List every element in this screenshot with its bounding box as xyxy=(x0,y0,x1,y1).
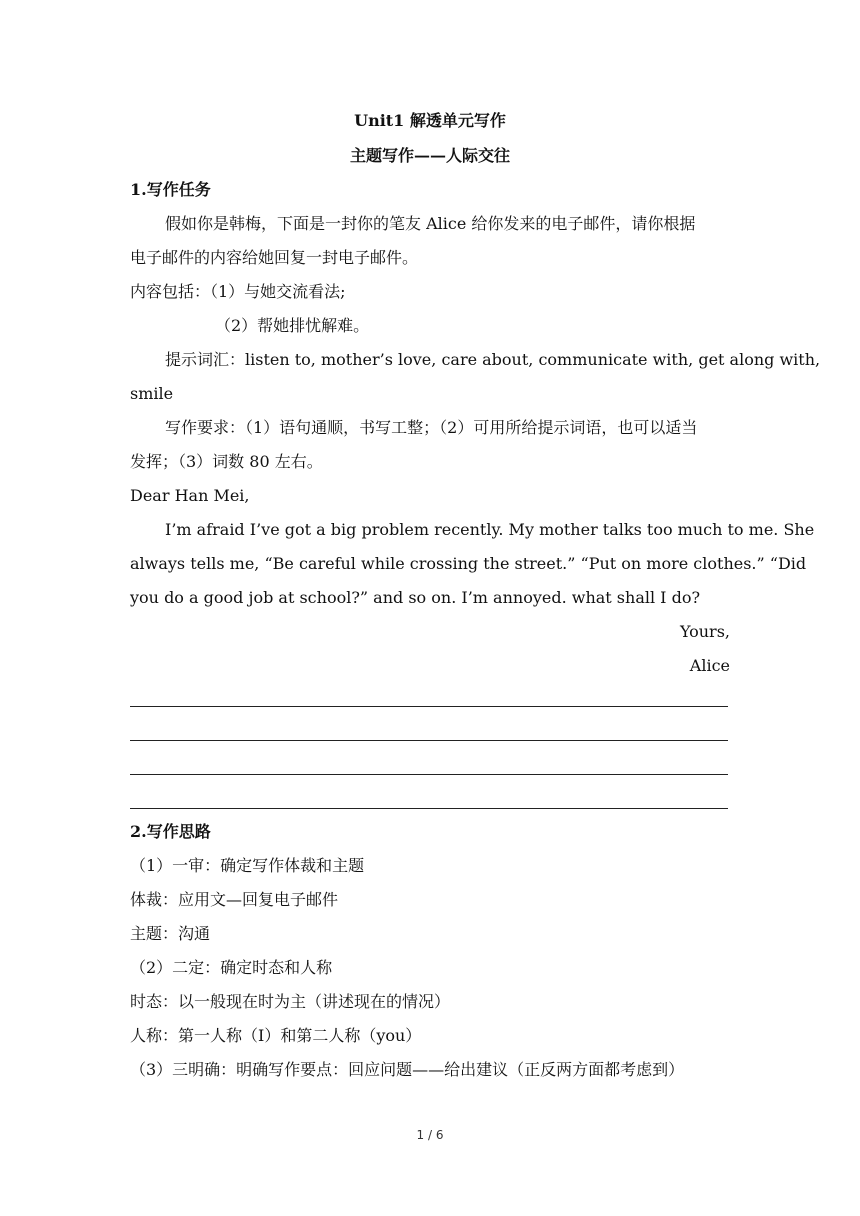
document-subtitle: 主题写作——人际交往 xyxy=(349,146,510,165)
content-requirements-item: （2）帮她排忧解难。 xyxy=(215,316,370,335)
hint-vocabulary-line: smile xyxy=(130,384,174,403)
task-paragraph-line: 电子邮件的内容给她回复一封电子邮件。 xyxy=(130,248,419,267)
approach-step: （1）一审：确定写作体裁和主题 xyxy=(130,856,365,875)
letter-closing: Yours, xyxy=(679,622,730,641)
writing-requirements-line: 发挥；（3）词数 80 左右。 xyxy=(130,452,323,471)
task-paragraph-line: 假如你是韩梅，下面是一封你的笔友 Alice 给你发来的电子邮件，请你根据 xyxy=(165,214,696,233)
answer-line xyxy=(130,774,728,775)
approach-step: （3）三明确：明确写作要点：回应问题——给出建议（正反两方面都考虑到） xyxy=(130,1060,685,1079)
answer-line xyxy=(130,706,728,707)
writing-requirements-line: 写作要求：（1）语句通顺，书写工整；（2）可用所给提示词语，也可以适当 xyxy=(165,418,698,437)
approach-detail: 体裁：应用文—回复电子邮件 xyxy=(130,890,339,909)
letter-body-line: always tells me, “Be careful while crossing the street.” “Put on more clothes.” “Did xyxy=(130,554,807,573)
document-title: Unit1 解透单元写作 xyxy=(354,111,506,130)
approach-step: （2）二定：确定时态和人称 xyxy=(130,958,333,977)
section-heading-writing-approach: 2.写作思路 xyxy=(130,822,211,841)
hint-vocabulary-line: 提示词汇：listen to, mother’s love, care about, communicate with, get along with, xyxy=(165,350,821,369)
letter-body-line: you do a good job at school?” and so on. I’m annoyed. what shall I do? xyxy=(130,588,701,607)
approach-detail: 时态：以一般现在时为主（讲述现在的情况） xyxy=(130,992,451,1011)
section-heading-writing-task: 1.写作任务 xyxy=(130,180,211,199)
answer-line xyxy=(130,740,728,741)
letter-body-line: I’m afraid I’ve got a big problem recently. My mother talks too much to me. She xyxy=(165,520,815,539)
content-requirements-line: 内容包括：（1）与她交流看法; xyxy=(130,282,346,301)
approach-detail: 主题：沟通 xyxy=(130,924,211,943)
page-number: 1 / 6 xyxy=(416,1128,444,1142)
letter-signature: Alice xyxy=(689,656,730,675)
letter-greeting: Dear Han Mei, xyxy=(130,486,250,505)
answer-line xyxy=(130,808,728,809)
approach-detail: 人称：第一人称（I）和第二人称（you） xyxy=(130,1026,422,1045)
